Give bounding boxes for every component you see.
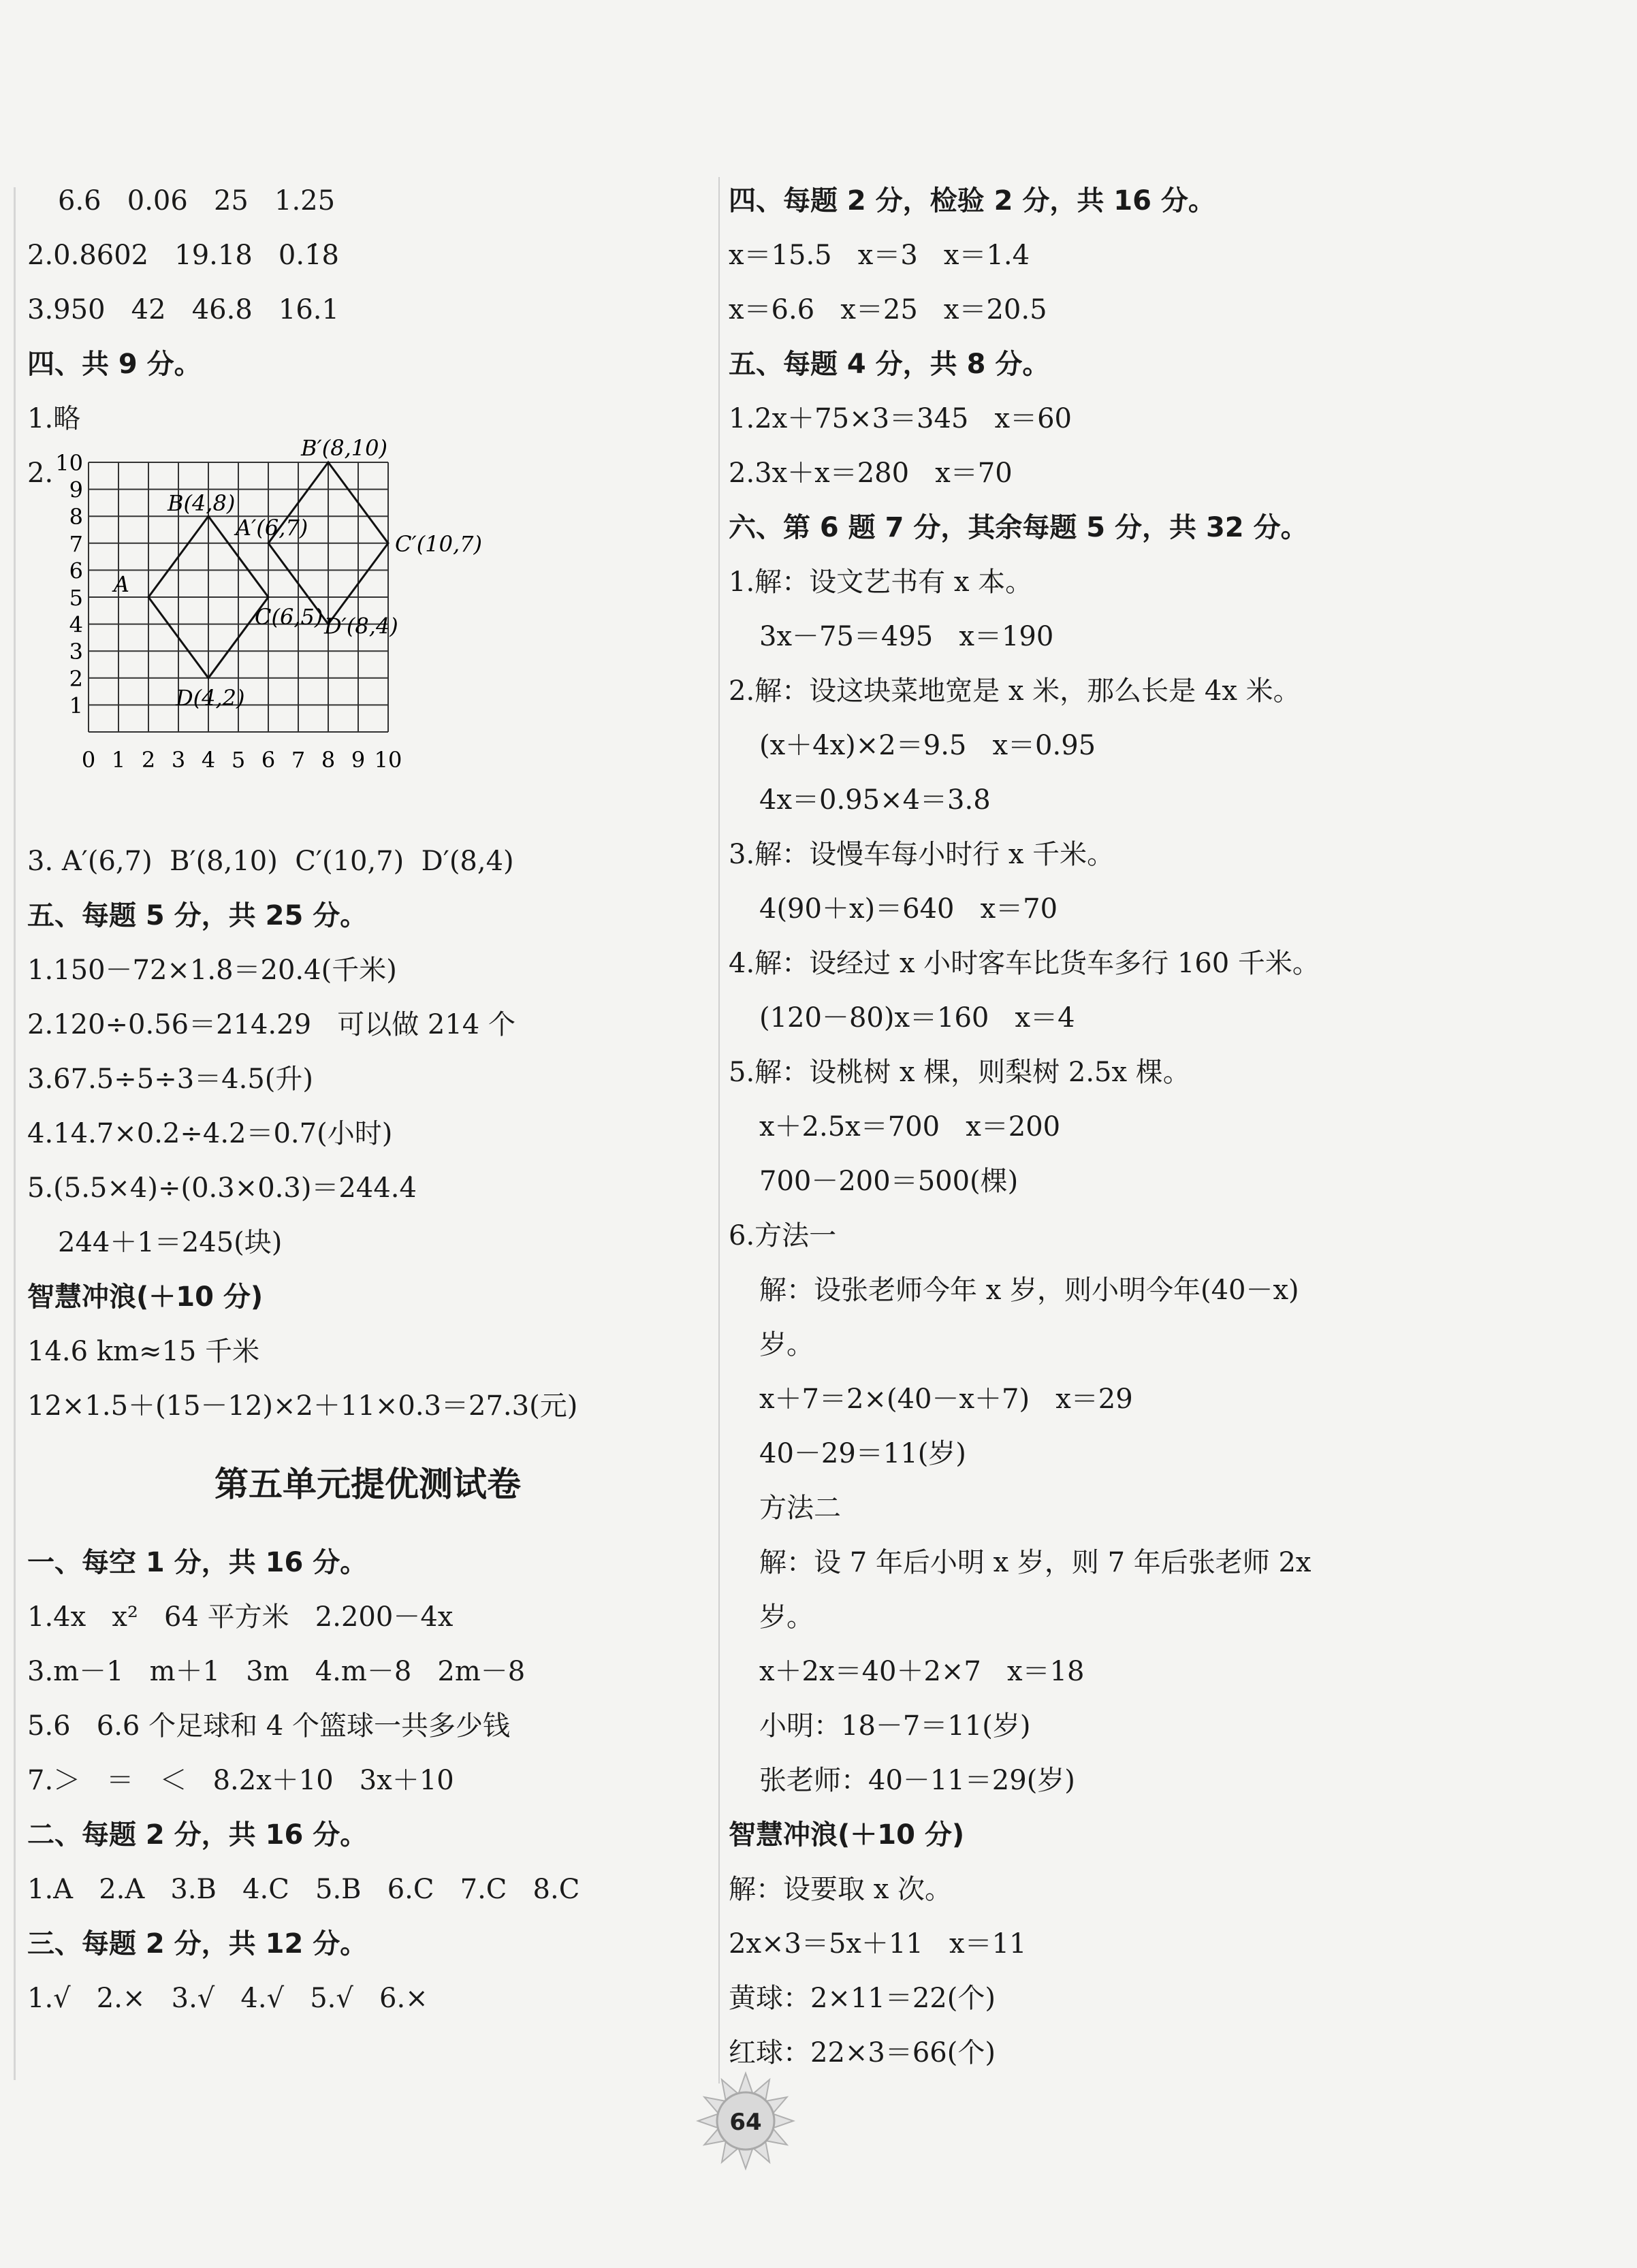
page-number: 64: [729, 2109, 762, 2136]
grid-question-label: 2.: [27, 458, 54, 489]
answer-line: 5.6 6.6 个足球和 4 个篮球一共多少钱: [27, 1710, 510, 1742]
answer-line: 解：设张老师今年 x 岁，则小明今年(40－x): [759, 1275, 1299, 1306]
x-tick-label: 2: [141, 747, 156, 773]
answer-line: 解：设 7 年后小明 x 岁，则 7 年后张老师 2x: [759, 1547, 1312, 1578]
coordinate-grid-figure: [27, 435, 708, 834]
answer-line: 3.m－1 m＋1 3m 4.m－8 2m－8: [27, 1656, 526, 1687]
x-tick-label: 5: [231, 747, 246, 773]
answer-line: 1.A 2.A 3.B 4.C 5.B 6.C 7.C 8.C: [27, 1874, 580, 1905]
point-label-a: A: [113, 571, 129, 597]
section-title: 第五单元提优测试卷: [214, 1464, 521, 1504]
answer-line: 5.解：设桃树 x 棵，则梨树 2.5x 棵。: [729, 1057, 1190, 1088]
answer-line: 700－200＝500(棵): [759, 1166, 1019, 1197]
answer-line: 2.0.8602 19.18 0.1̇8: [27, 240, 339, 271]
answer-line: 12×1.5＋(15－12)×2＋11×0.3＝27.3(元): [27, 1390, 578, 1422]
answer-line: 1.解：设文艺书有 x 本。: [729, 566, 1033, 598]
answer-line: 黄球：2×11＝22(个): [729, 1983, 996, 2014]
answer-line: 张老师：40－11＝29(岁): [759, 1765, 1075, 1796]
y-tick-label: 4: [69, 611, 83, 638]
point-label-c2: C′(10,7): [395, 530, 482, 557]
answer-line: 6.方法一: [729, 1220, 837, 1251]
x-tick-label: 1: [111, 747, 126, 773]
y-tick-labels: [55, 450, 83, 718]
answer-line: x＋2.5x＝700 x＝200: [759, 1111, 1061, 1143]
answer-line: 14.6 km≈15 千米: [27, 1336, 260, 1367]
answer-line: x＝15.5 x＝3 x＝1.4: [729, 240, 1030, 271]
y-tick-label: 3: [69, 639, 83, 665]
x-tick-label: 0: [81, 747, 96, 773]
section-heading: 智慧冲浪(＋10 分): [27, 1281, 264, 1313]
answer-line: 1.4x x² 64 平方米 2.200－4x: [27, 1601, 454, 1633]
right-lines: [729, 174, 1614, 2080]
point-label-a2: A′(6,7): [236, 514, 308, 541]
x-tick-label: 9: [351, 747, 366, 773]
y-tick-label: 6: [69, 558, 83, 584]
answer-line: 40－29＝11(岁): [759, 1438, 966, 1469]
section-heading: 五、每题 4 分，共 8 分。: [729, 349, 1050, 380]
y-tick-label: 1: [69, 692, 83, 719]
answer-line: 3.950 42 46.8 16.1: [27, 294, 339, 325]
right-column: [729, 174, 1614, 2080]
answer-line: (120－80)x＝160 x＝4: [759, 1002, 1075, 1034]
x-tick-label: 10: [374, 747, 402, 773]
point-label-b2: B′(8,10): [301, 435, 387, 461]
section-heading: 二、每题 2 分，共 16 分。: [27, 1819, 368, 1851]
answer-line: 岁。: [759, 1329, 814, 1360]
answer-line: 岁。: [759, 1601, 814, 1633]
answer-line: 4(90＋x)＝640 x＝70: [759, 893, 1058, 925]
y-tick-label: 9: [69, 477, 83, 503]
y-tick-label: 2: [69, 665, 83, 692]
answer-line: 4.解：设经过 x 小时客车比货车多行 160 千米。: [729, 948, 1320, 979]
answer-line: 2x×3＝5x＋11 x＝11: [729, 1928, 1027, 1960]
answer-line: 方法二: [759, 1492, 841, 1524]
answer-line: 1.150－72×1.8＝20.4(千米): [27, 955, 397, 986]
answer-line: 3x－75＝495 x＝190: [759, 621, 1054, 652]
page-number-badge: [695, 2070, 797, 2172]
x-tick-label: 3: [171, 747, 186, 773]
answer-line: 7.＞ ＝ ＜ 8.2x＋10 3x＋10: [27, 1765, 454, 1796]
answer-line: 4x＝0.95×4＝3.8: [759, 784, 991, 816]
x-tick-label: 6: [261, 747, 276, 773]
answer-line: x＝6.6 x＝25 x＝20.5: [729, 294, 1047, 325]
page-edge-line: [14, 187, 16, 2080]
x-tick-label: 8: [321, 747, 336, 773]
section-heading: 一、每空 1 分，共 16 分。: [27, 1547, 368, 1578]
answer-line: 4.14.7×0.2÷4.2＝0.7(小时): [27, 1118, 393, 1149]
section-heading: 三、每题 2 分，共 12 分。: [27, 1928, 368, 1960]
answer-line: 3.67.5÷5÷3＝4.5(升): [27, 1064, 313, 1095]
section-heading: 四、每题 2 分，检验 2 分，共 16 分。: [729, 185, 1215, 217]
column-divider: [718, 177, 720, 2083]
answer-line: x＋7＝2×(40－x＋7) x＝29: [759, 1384, 1133, 1415]
point-label-d2: D′(8,4): [324, 613, 398, 639]
point-label-b: B(4,8): [168, 490, 236, 517]
answer-line: 红球：22×3＝66(个): [729, 2037, 996, 2069]
unit5-lines: [27, 1535, 708, 2026]
section-heading: 六、第 6 题 7 分，其余每题 5 分，共 32 分。: [729, 512, 1308, 543]
answer-line: 1.√ 2.× 3.√ 4.√ 5.√ 6.×: [27, 1983, 428, 2014]
answer-line: 解：设要取 x 次。: [729, 1874, 952, 1905]
y-tick-label: 5: [69, 585, 83, 611]
answer-line: 3.解：设慢车每小时行 x 千米。: [729, 839, 1115, 870]
answer-line: 2.解：设这块菜地宽是 x 米，那么长是 4x 米。: [729, 675, 1301, 707]
coordinate-grid: [55, 435, 483, 834]
point-label-c: C(6,5): [255, 604, 323, 630]
answer-line: 1.略: [27, 403, 81, 434]
answer-line: 2.3x＋x＝280 x＝70: [729, 458, 1013, 489]
y-tick-label: 10: [55, 450, 83, 476]
y-tick-label: 8: [69, 504, 83, 530]
answer-line: 3. A′(6,7) B′(8,10) C′(10,7) D′(8,4): [27, 846, 514, 877]
answer-line: 6.6 0.06 25 1.25: [58, 185, 336, 217]
answer-line: 1.2x＋75×3＝345 x＝60: [729, 403, 1072, 434]
left-bottom-lines: [27, 834, 708, 1433]
answer-line: x＋2x＝40＋2×7 x＝18: [759, 1656, 1085, 1687]
x-tick-label: 4: [201, 747, 216, 773]
answer-line: 5.(5.5×4)÷(0.3×0.3)＝244.4̇: [27, 1172, 417, 1204]
answer-line: 2.120÷0.56＝214.29 可以做 214 个: [27, 1009, 515, 1040]
x-tick-labels: [82, 747, 402, 773]
section-heading: 五、每题 5 分，共 25 分。: [27, 900, 368, 931]
left-column: [27, 174, 708, 2026]
answer-line: (x＋4x)×2＝9.5 x＝0.95: [759, 730, 1096, 761]
answer-line: 244＋1＝245(块): [58, 1227, 283, 1258]
x-tick-label: 7: [291, 747, 306, 773]
section-heading: 四、共 9 分。: [27, 349, 202, 380]
answer-line: 小明：18－7＝11(岁): [759, 1710, 1031, 1742]
left-top-lines: [27, 174, 708, 446]
section-heading: 智慧冲浪(＋10 分): [729, 1819, 965, 1851]
y-tick-label: 7: [69, 530, 83, 557]
point-label-d: D(4,2): [176, 684, 245, 711]
